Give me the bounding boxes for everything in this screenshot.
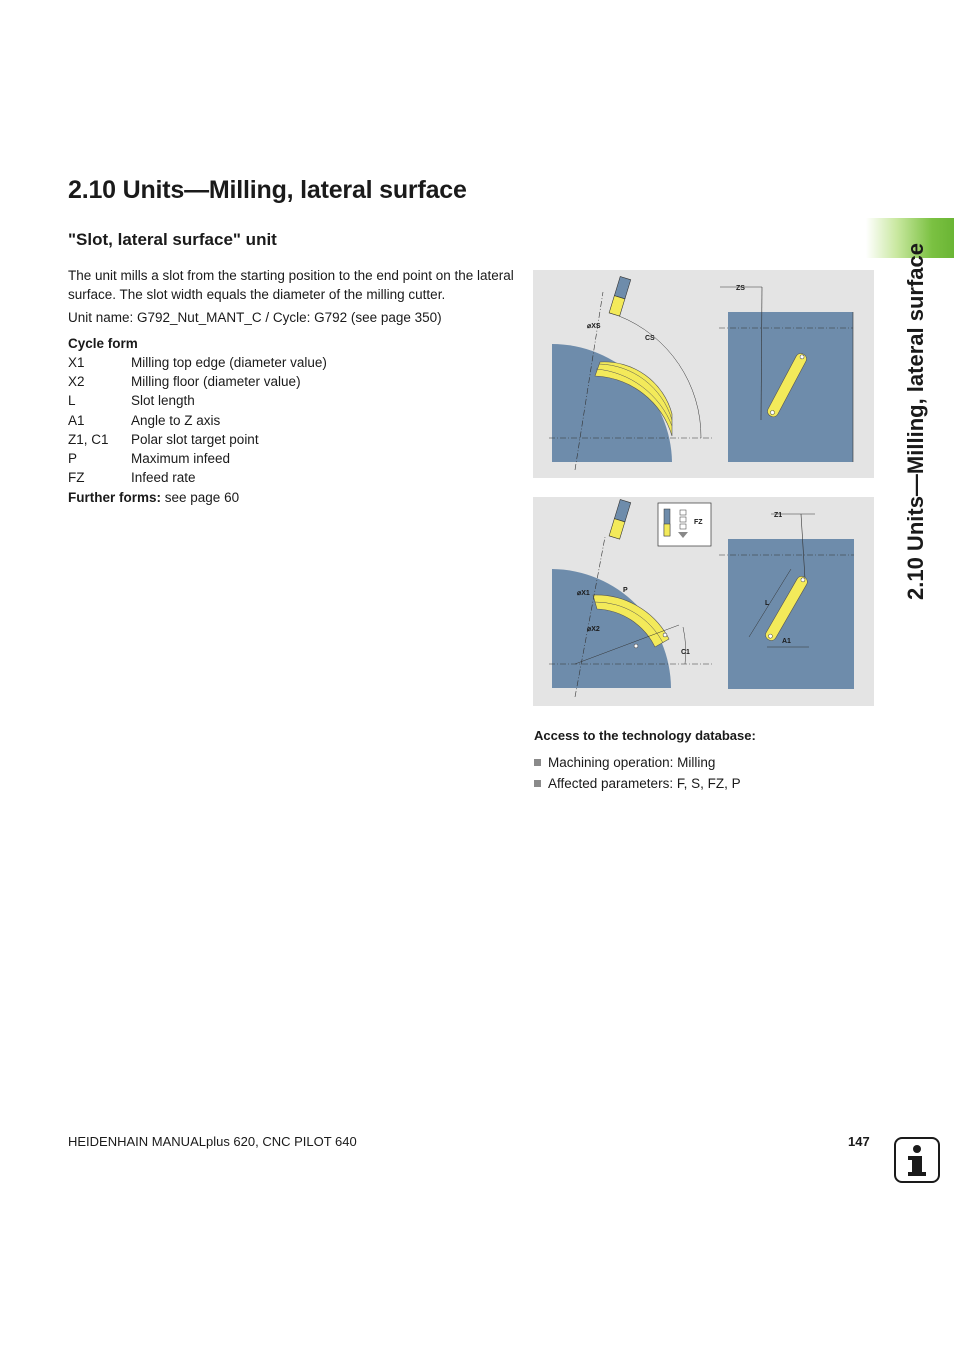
parameter-row <box>68 449 327 468</box>
parameter-row <box>68 468 327 487</box>
parameter-desc: Milling floor (diameter value) <box>131 374 301 390</box>
intro-paragraph: The unit mills a slot from the starting position to the end point on the lateral surface. The slot width equals the diameter of the milling cutter. <box>68 268 514 302</box>
further-forms-link[interactable]: see page 60 <box>161 490 240 505</box>
parameter-row <box>68 430 327 449</box>
parameter-key: X1 <box>68 355 85 370</box>
access-item <box>534 773 741 794</box>
parameter-row <box>68 372 327 391</box>
parameter-row <box>68 411 327 430</box>
label-cs: CS <box>645 335 655 342</box>
parameter-key: L <box>68 393 76 409</box>
label-c1: C1 <box>681 649 690 656</box>
section-title: "Slot, lateral surface" unit <box>68 230 277 249</box>
label-x1: ⌀X1 <box>577 590 590 597</box>
parameter-key: X2 <box>68 374 85 390</box>
label-xs: ⌀XS <box>587 323 601 330</box>
parameter-desc: Slot length <box>131 393 195 409</box>
parameter-desc: Polar slot target point <box>131 431 259 447</box>
label-zs: ZS <box>736 285 745 292</box>
parameter-desc: Maximum infeed <box>131 450 231 466</box>
parameter-key: A1 <box>68 412 85 428</box>
cycle-form-heading: Cycle form <box>68 336 138 351</box>
parameter-key: P <box>68 450 78 466</box>
access-item <box>534 752 741 773</box>
access-list <box>534 752 741 794</box>
parameter-row <box>68 391 327 410</box>
square-bullet-icon <box>534 759 541 766</box>
slot-end-diagram <box>533 497 874 706</box>
footer-text: HEIDENHAIN MANUALplus 620, CNC PILOT 640 <box>68 1134 357 1149</box>
unit-name-line: Unit name: G792_Nut_MANT_C / Cycle: G792 (see page 350) <box>68 310 442 325</box>
label-l: L <box>765 600 770 607</box>
access-item-text: Machining operation: Milling <box>548 755 716 770</box>
page-number: 147 <box>848 1134 870 1149</box>
square-bullet-icon <box>534 780 541 787</box>
label-x2: ⌀X2 <box>587 626 600 633</box>
slot-start-diagram <box>533 270 874 478</box>
parameter-key: FZ <box>68 470 85 486</box>
parameter-row <box>68 353 327 372</box>
access-heading: Access to the technology database: <box>534 728 756 743</box>
label-p: P <box>623 587 628 594</box>
chapter-title: 2.10 Units—Milling, lateral surface <box>68 176 467 204</box>
parameter-desc: Milling top edge (diameter value) <box>131 355 327 370</box>
label-z1: Z1 <box>774 512 783 519</box>
parameter-desc: Infeed rate <box>131 470 196 486</box>
label-fz: FZ <box>694 519 703 526</box>
parameter-list <box>68 353 327 487</box>
info-icon <box>894 1137 940 1183</box>
parameter-desc: Angle to Z axis <box>131 412 221 428</box>
parameter-key: Z1, C1 <box>68 431 109 447</box>
further-forms-label: Further forms: <box>68 490 162 505</box>
further-forms <box>68 488 239 507</box>
label-a1: A1 <box>782 638 791 645</box>
side-chapter-title: 2.10 Units—Milling, lateral surface <box>903 242 928 600</box>
access-item-text: Affected parameters: F, S, FZ, P <box>548 776 741 791</box>
